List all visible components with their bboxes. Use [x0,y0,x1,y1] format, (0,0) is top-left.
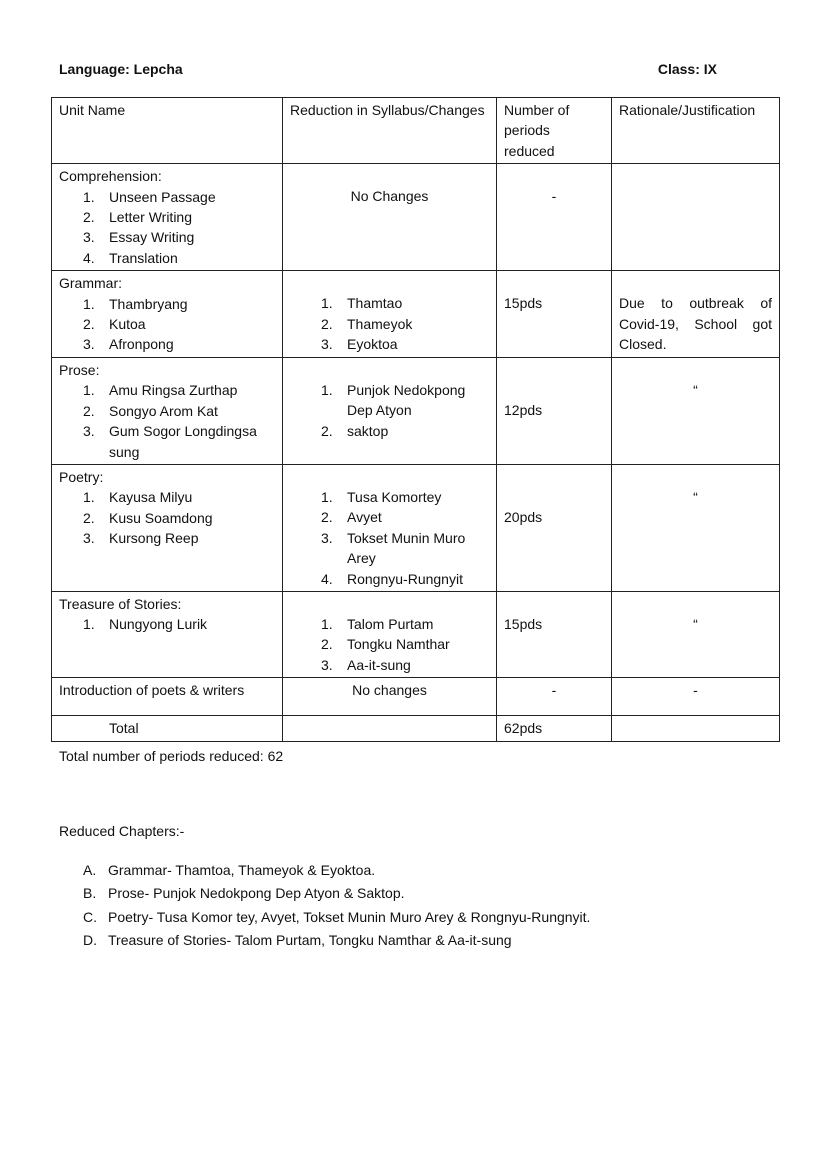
empty-cell [612,716,780,741]
unit-cell [52,464,283,591]
rationale-text: Due to outbreak of Covid-19, School got Closed. [619,295,772,353]
reduction-list [290,293,489,354]
reduced-chapters-list [83,859,591,952]
reduction-list [290,487,489,589]
column-header-unit: Unit Name [52,98,283,164]
periods-value: - [551,188,557,205]
rationale-cell [612,591,780,677]
list-item: Talom Purtam [347,615,434,632]
list-item: Gum Sogor Longdingsa sung [109,423,257,460]
reduction-text: No Changes [350,188,429,205]
table-row [52,357,780,464]
list-item: Kusu Soamdong [109,509,213,526]
list-marker: C. [83,908,97,925]
rationale-cell [612,164,780,271]
list-item: saktop [347,422,389,439]
table-row [52,591,780,677]
unit-list [59,614,275,634]
periods-value: 12pds [504,401,543,418]
unit-title: Treasure of Stories: [59,595,182,612]
list-item: Thamtao [347,295,403,312]
periods-value: 20pds [504,508,543,525]
table-header-row [52,98,780,164]
rationale-cell [612,464,780,591]
empty-cell [283,716,497,741]
total-row [52,716,780,741]
periods-value: 15pds [504,295,543,312]
total-summary: Total number of periods reduced: 62 [59,748,284,764]
periods-cell [497,357,612,464]
list-item: Amu Ringsa Zurthap [109,382,238,399]
unit-list [59,294,275,355]
list-item: Afronpong [109,336,174,353]
table-row [52,164,780,271]
unit-list [59,487,275,548]
periods-value: 15pds [504,615,543,632]
periods-cell [497,591,612,677]
unit-cell [52,164,283,271]
reduction-list [290,380,489,441]
list-item-text: Poetry- Tusa Komor tey, Avyet, Tokset Munin Muro Arey & Rongnyu-Rungnyit. [108,908,591,925]
unit-title: Comprehension: [59,168,162,185]
page-header [59,61,717,77]
unit-cell [52,271,283,358]
list-marker: A. [83,862,97,878]
list-item-text: Treasure of Stories- Talom Purtam, Tongku Namthar & Aa-it-sung [108,931,512,948]
list-item-text: Prose- Punjok Nedokpong Dep Atyon & Saktop. [108,885,405,902]
total-periods: 62pds [497,716,612,741]
list-item: Thameyok [347,315,413,332]
list-item: Avyet [347,509,382,526]
reduction-cell [283,271,497,358]
list-marker: D. [83,931,97,948]
class-label: Class: IX [657,61,717,77]
list-item: Kutoa [109,316,146,333]
list-item: Kayusa Milyu [109,489,193,506]
list-item [83,859,590,882]
list-item: Essay Writing [109,229,195,246]
list-item: Nungyong Lurik [109,616,208,633]
language-label: Language: Lepcha [59,61,183,77]
periods-cell [497,464,612,591]
table-row [52,464,780,591]
list-item: Translation [109,249,178,266]
list-item-text: Grammar- Thamtoa, Thameyok & Eyoktoa. [108,862,376,878]
column-header-rationale: Rationale/Justification [612,98,780,164]
reduction-cell: No changes [283,678,497,716]
column-header-reduction: Reduction in Syllabus/Changes [283,98,497,164]
list-item [83,882,590,905]
table-row [52,678,780,716]
unit-title: Prose: [59,361,100,378]
ditto-mark: “ [693,615,698,632]
unit-title: Poetry: [59,468,104,485]
list-item: Unseen Passage [109,188,216,205]
list-item: Aa-it-sung [347,656,411,673]
periods-cell [497,164,612,271]
syllabus-reduction-table [51,97,780,742]
table-row [52,271,780,358]
list-marker: B. [83,885,97,902]
rationale-cell: - [612,678,780,716]
list-item [83,906,591,929]
unit-cell [52,591,283,677]
ditto-mark: “ [693,381,698,398]
reduction-list [290,614,489,675]
list-item: Kursong Reep [109,530,199,547]
reduction-cell [283,164,497,271]
list-item [83,929,590,952]
unit-cell [52,678,283,716]
list-item: Eyoktoa [347,336,398,353]
unit-title: Grammar: [59,275,122,292]
list-item: Punjok Nedokpong Dep Atyon [347,381,466,419]
column-header-periods: Number of periods reduced [497,98,612,164]
reduction-cell [283,591,497,677]
rationale-cell [612,357,780,464]
periods-cell: - [497,678,612,716]
total-label: Total [52,716,283,741]
reduction-cell [283,357,497,464]
unit-list [59,187,275,269]
unit-title: Introduction of poets & writers [59,682,245,699]
list-item: Rongnyu-Rungnyit [347,570,463,587]
list-item: Tokset Munin Muro Arey [347,529,466,567]
rationale-cell [612,271,780,358]
list-item: Thambryang [109,295,188,312]
list-item: Songyo Arom Kat [109,402,218,419]
periods-cell [497,271,612,358]
reduced-chapters-title: Reduced Chapters:- [59,823,185,839]
reduction-cell [283,464,497,591]
unit-cell [52,357,283,464]
unit-list [59,380,275,462]
list-item: Letter Writing [109,209,192,226]
list-item: Tongku Namthar [347,636,450,653]
list-item: Tusa Komortey [347,488,442,505]
ditto-mark: “ [693,488,698,505]
